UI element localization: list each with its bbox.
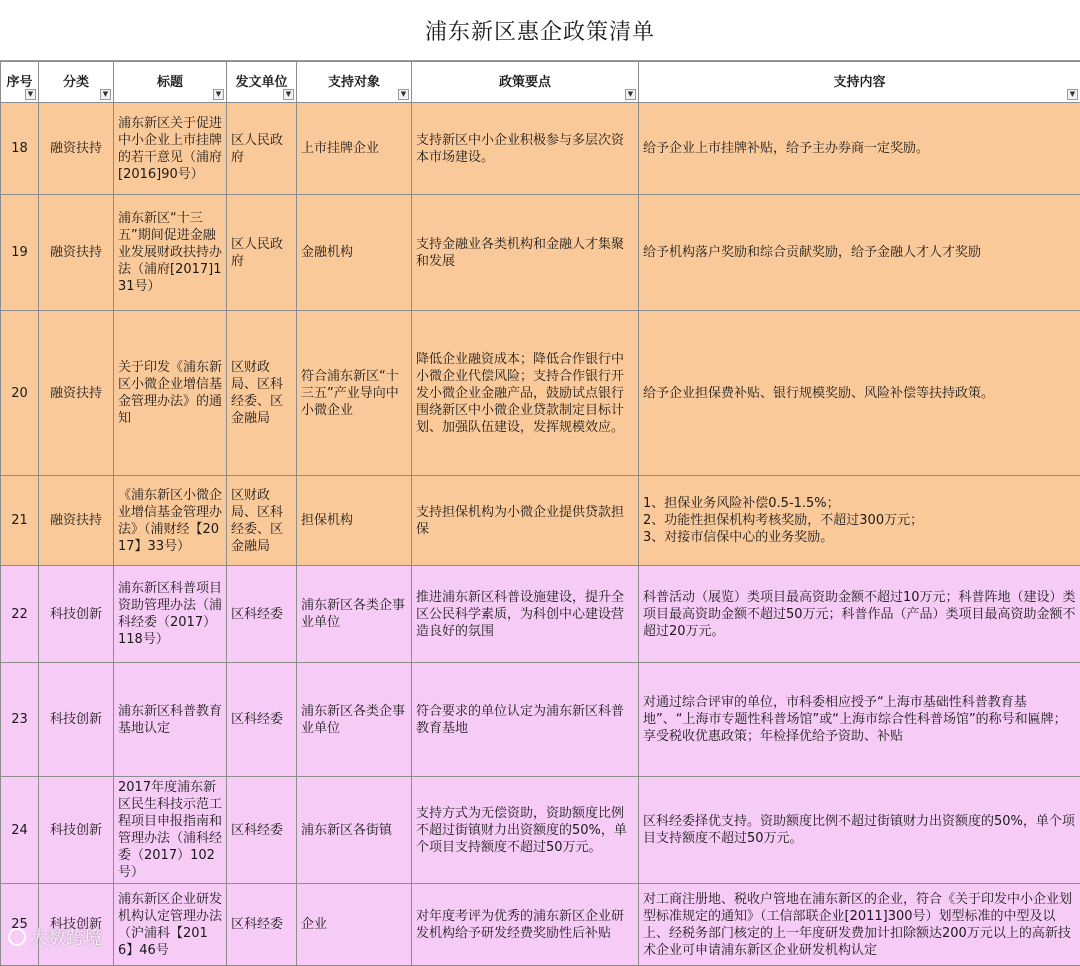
header-seq[interactable] bbox=[1, 62, 39, 103]
cell-content[interactable]: 1、担保业务风险补偿0.5-1.5%； 2、功能性担保机构考核奖励，不超过300万元； 3、对接市信保中心的业务奖励。 bbox=[639, 476, 1080, 566]
cell-content[interactable]: 给予机构落户奖励和综合贡献奖励，给予金融人才人才奖励 bbox=[639, 195, 1080, 311]
cell-category[interactable]: 科技创新 bbox=[39, 777, 114, 884]
cell-issuer[interactable]: 区财政局、区科经委、区金融局 bbox=[227, 476, 297, 566]
cell-seq[interactable]: 22 bbox=[1, 566, 39, 663]
cell-target[interactable]: 担保机构 bbox=[297, 476, 412, 566]
cell-target[interactable]: 上市挂牌企业 bbox=[297, 103, 412, 195]
cell-seq[interactable]: 18 bbox=[1, 103, 39, 195]
cell-issuer[interactable]: 区人民政府 bbox=[227, 103, 297, 195]
cell-key-points[interactable]: 符合要求的单位认定为浦东新区科普教育基地 bbox=[412, 663, 639, 777]
header-key-points-label: 政策要点 bbox=[499, 75, 551, 90]
cell-key-points[interactable]: 推进浦东新区科普设施建设，提升全区公民科学素质，为科创中心建设营造良好的氛围 bbox=[412, 566, 639, 663]
cell-key-points[interactable]: 支持担保机构为小微企业提供贷款担保 bbox=[412, 476, 639, 566]
header-target-label: 支持对象 bbox=[328, 75, 380, 90]
cell-title[interactable]: 浦东新区科普教育基地认定 bbox=[114, 663, 227, 777]
table-row bbox=[1, 663, 1080, 777]
cell-title[interactable]: 浦东新区“十三五”期间促进金融业发展财政扶持办法（浦府[2017]131号） bbox=[114, 195, 227, 311]
cell-seq[interactable]: 25 bbox=[1, 884, 39, 966]
filter-dropdown-icon[interactable]: ▼ bbox=[625, 89, 636, 100]
policy-table bbox=[0, 61, 1080, 966]
cell-issuer[interactable]: 区科经委 bbox=[227, 777, 297, 884]
cell-key-points[interactable]: 降低企业融资成本；降低合作银行中小微企业代偿风险；支持合作银行开发小微企业金融产品，鼓励试点银行围绕新区中小微企业贷款制定目标计划、加强队伍建设，发挥规模效应。 bbox=[412, 311, 639, 476]
table-row bbox=[1, 103, 1080, 195]
cell-content[interactable]: 对通过综合评审的单位，市科委相应授予“上海市基础性科普教育基地”、“上海市专题性科普场馆”或“上海市综合性科普场馆”的称号和匾牌；享受税收优惠政策；年检择优给予资助、补贴 bbox=[639, 663, 1080, 777]
cell-issuer[interactable]: 区财政局、区科经委、区金融局 bbox=[227, 311, 297, 476]
cell-target[interactable]: 企业 bbox=[297, 884, 412, 966]
filter-dropdown-icon[interactable]: ▼ bbox=[283, 89, 294, 100]
filter-dropdown-icon[interactable]: ▼ bbox=[100, 89, 111, 100]
header-issuer[interactable] bbox=[227, 62, 297, 103]
cell-title[interactable]: 关于印发《浦东新区小微企业增信基金管理办法》的通知 bbox=[114, 311, 227, 476]
filter-dropdown-icon[interactable]: ▼ bbox=[25, 89, 36, 100]
filter-dropdown-icon[interactable]: ▼ bbox=[213, 89, 224, 100]
cell-key-points[interactable]: 支持方式为无偿资助，资助额度比例不超过街镇财力出资额度的50%，单个项目支持额度不超过50万元。 bbox=[412, 777, 639, 884]
cell-category[interactable]: 融资扶持 bbox=[39, 311, 114, 476]
watermark-text: 大数跨境 bbox=[30, 924, 102, 950]
header-target[interactable] bbox=[297, 62, 412, 103]
cell-issuer[interactable]: 区科经委 bbox=[227, 663, 297, 777]
table-row bbox=[1, 884, 1080, 966]
header-content-label: 支持内容 bbox=[833, 75, 885, 90]
table-row bbox=[1, 195, 1080, 311]
cell-title[interactable]: 浦东新区企业研发机构认定管理办法（沪浦科【2016】46号 bbox=[114, 884, 227, 966]
cell-category[interactable]: 融资扶持 bbox=[39, 476, 114, 566]
cell-category[interactable]: 科技创新 bbox=[39, 566, 114, 663]
cell-target[interactable]: 金融机构 bbox=[297, 195, 412, 311]
cell-content[interactable]: 给予企业上市挂牌补贴，给予主办券商一定奖励。 bbox=[639, 103, 1080, 195]
cell-key-points[interactable]: 支持金融业各类机构和金融人才集聚和发展 bbox=[412, 195, 639, 311]
header-category[interactable] bbox=[39, 62, 114, 103]
cell-seq[interactable]: 21 bbox=[1, 476, 39, 566]
cell-title[interactable]: 浦东新区关于促进中小企业上市挂牌的若干意见（浦府[2016]90号） bbox=[114, 103, 227, 195]
cell-seq[interactable]: 24 bbox=[1, 777, 39, 884]
cell-title[interactable]: 2017年度浦东新区民生科技示范工程项目申报指南和管理办法（浦科经委（2017）102号） bbox=[114, 777, 227, 884]
cell-content[interactable]: 区科经委择优支持。资助额度比例不超过街镇财力出资额度的50%，单个项目支持额度不超过50万元。 bbox=[639, 777, 1080, 884]
header-content[interactable] bbox=[639, 62, 1080, 103]
header-issuer-label: 发文单位 bbox=[235, 75, 287, 90]
cell-category[interactable]: 科技创新 bbox=[39, 663, 114, 777]
filter-dropdown-icon[interactable]: ▼ bbox=[398, 89, 409, 100]
cell-category[interactable]: 科技创新 bbox=[39, 884, 114, 966]
cell-content[interactable]: 科普活动（展览）类项目最高资助金额不超过10万元；科普阵地（建设）类项目最高资助金额不超过50万元；科普作品（产品）类项目最高资助金额不超过20万元。 bbox=[639, 566, 1080, 663]
header-row bbox=[1, 62, 1080, 103]
watermark bbox=[8, 924, 102, 950]
cell-seq[interactable]: 23 bbox=[1, 663, 39, 777]
page-title bbox=[0, 0, 1080, 61]
table-row bbox=[1, 566, 1080, 663]
cell-seq[interactable]: 19 bbox=[1, 195, 39, 311]
cell-target[interactable]: 浦东新区各类企事业单位 bbox=[297, 663, 412, 777]
cell-category[interactable]: 融资扶持 bbox=[39, 195, 114, 311]
table-row bbox=[1, 777, 1080, 884]
header-title-label: 标题 bbox=[157, 75, 183, 90]
cell-target[interactable]: 符合浦东新区“十三五”产业导向中小微企业 bbox=[297, 311, 412, 476]
cell-issuer[interactable]: 区人民政府 bbox=[227, 195, 297, 311]
cell-target[interactable]: 浦东新区各类企事业单位 bbox=[297, 566, 412, 663]
cell-title[interactable]: 浦东新区科普项目资助管理办法（浦科经委（2017）118号） bbox=[114, 566, 227, 663]
cell-content[interactable]: 给予企业担保费补贴、银行规模奖励、风险补偿等扶持政策。 bbox=[639, 311, 1080, 476]
cell-category[interactable]: 融资扶持 bbox=[39, 103, 114, 195]
cell-seq[interactable]: 20 bbox=[1, 311, 39, 476]
cell-issuer[interactable]: 区科经委 bbox=[227, 884, 297, 966]
header-seq-label: 序号 bbox=[6, 75, 32, 90]
cell-key-points[interactable]: 对年度考评为优秀的浦东新区企业研发机构给予研发经费奖励性后补贴 bbox=[412, 884, 639, 966]
header-key-points[interactable] bbox=[412, 62, 639, 103]
filter-dropdown-icon[interactable]: ▼ bbox=[1067, 89, 1078, 100]
table-row bbox=[1, 311, 1080, 476]
cell-content[interactable]: 对工商注册地、税收户管地在浦东新区的企业，符合《关于印发中小企业划型标准规定的通知》（工信部联企业[2011]300号）划型标准的中型及以上、经税务部门核定的上一年度研发费加计扣除额达200万元以上的高新技术企业可申请浦东新区企业研发机构认定 bbox=[639, 884, 1080, 966]
cell-issuer[interactable]: 区科经委 bbox=[227, 566, 297, 663]
cell-title[interactable]: 《浦东新区小微企业增信基金管理办法》（浦财经【2017】33号） bbox=[114, 476, 227, 566]
page-title-text: 浦东新区惠企政策清单 bbox=[425, 15, 655, 46]
cell-key-points[interactable]: 支持新区中小企业积极参与多层次资本市场建设。 bbox=[412, 103, 639, 195]
table-row bbox=[1, 476, 1080, 566]
header-title[interactable] bbox=[114, 62, 227, 103]
header-category-label: 分类 bbox=[63, 75, 89, 90]
cell-target[interactable]: 浦东新区各街镇 bbox=[297, 777, 412, 884]
watermark-logo-icon bbox=[8, 928, 26, 946]
